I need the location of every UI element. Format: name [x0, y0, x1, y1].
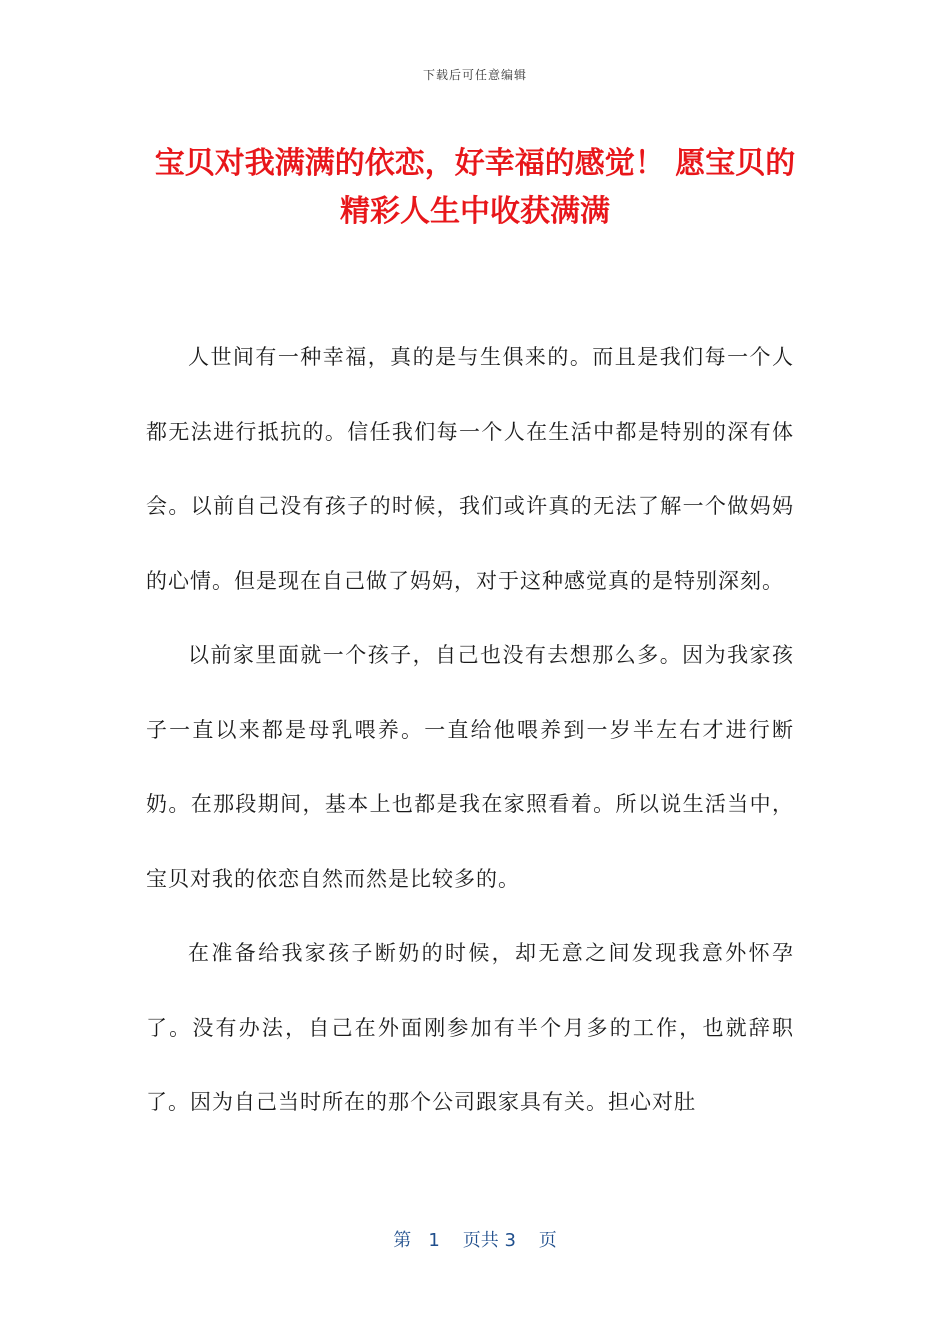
- total-pages-number: 3: [504, 1230, 516, 1251]
- document-title: 宝贝对我满满的依恋，好幸福的感觉！ 愿宝贝的精彩人生中收获满满: [154, 146, 796, 229]
- page-label-suffix: 页: [538, 1230, 557, 1251]
- paragraph: 人世间有一种幸福，真的是与生俱来的。而且是我们每一个人都无法进行抵抗的。信任我们每一个人在生活中都是特别的深有体会。以前自己没有孩子的时候，我们或许真的无法了解一个做妈妈的心情。但是现在自己做了妈妈，对于这种感觉真的是特别深刻。: [146, 345, 794, 593]
- page-number-footer: [0, 1226, 950, 1252]
- page-header-note: 下载后可任意编辑: [422, 68, 527, 82]
- paragraph: 在准备给我家孩子断奶的时候，却无意之间发现我意外怀孕了。没有办法，自己在外面刚参加有半个月多的工作，也就辞职了。因为自己当时所在的那个公司跟家具有关。担心对肚: [146, 941, 794, 1114]
- current-page-number: 1: [428, 1230, 440, 1251]
- paragraph: 以前家里面就一个孩子，自己也没有去想那么多。因为我家孩子一直以来都是母乳喂养。一直给他喂养到一岁半左右才进行断奶。在那段期间，基本上也都是我在家照看着。所以说生活当中，宝贝对我的依恋自然而然是比较多的。: [146, 643, 794, 891]
- page-label-middle: 页共: [462, 1230, 499, 1251]
- page-label-prefix: 第: [393, 1230, 412, 1251]
- document-body: [146, 320, 794, 1140]
